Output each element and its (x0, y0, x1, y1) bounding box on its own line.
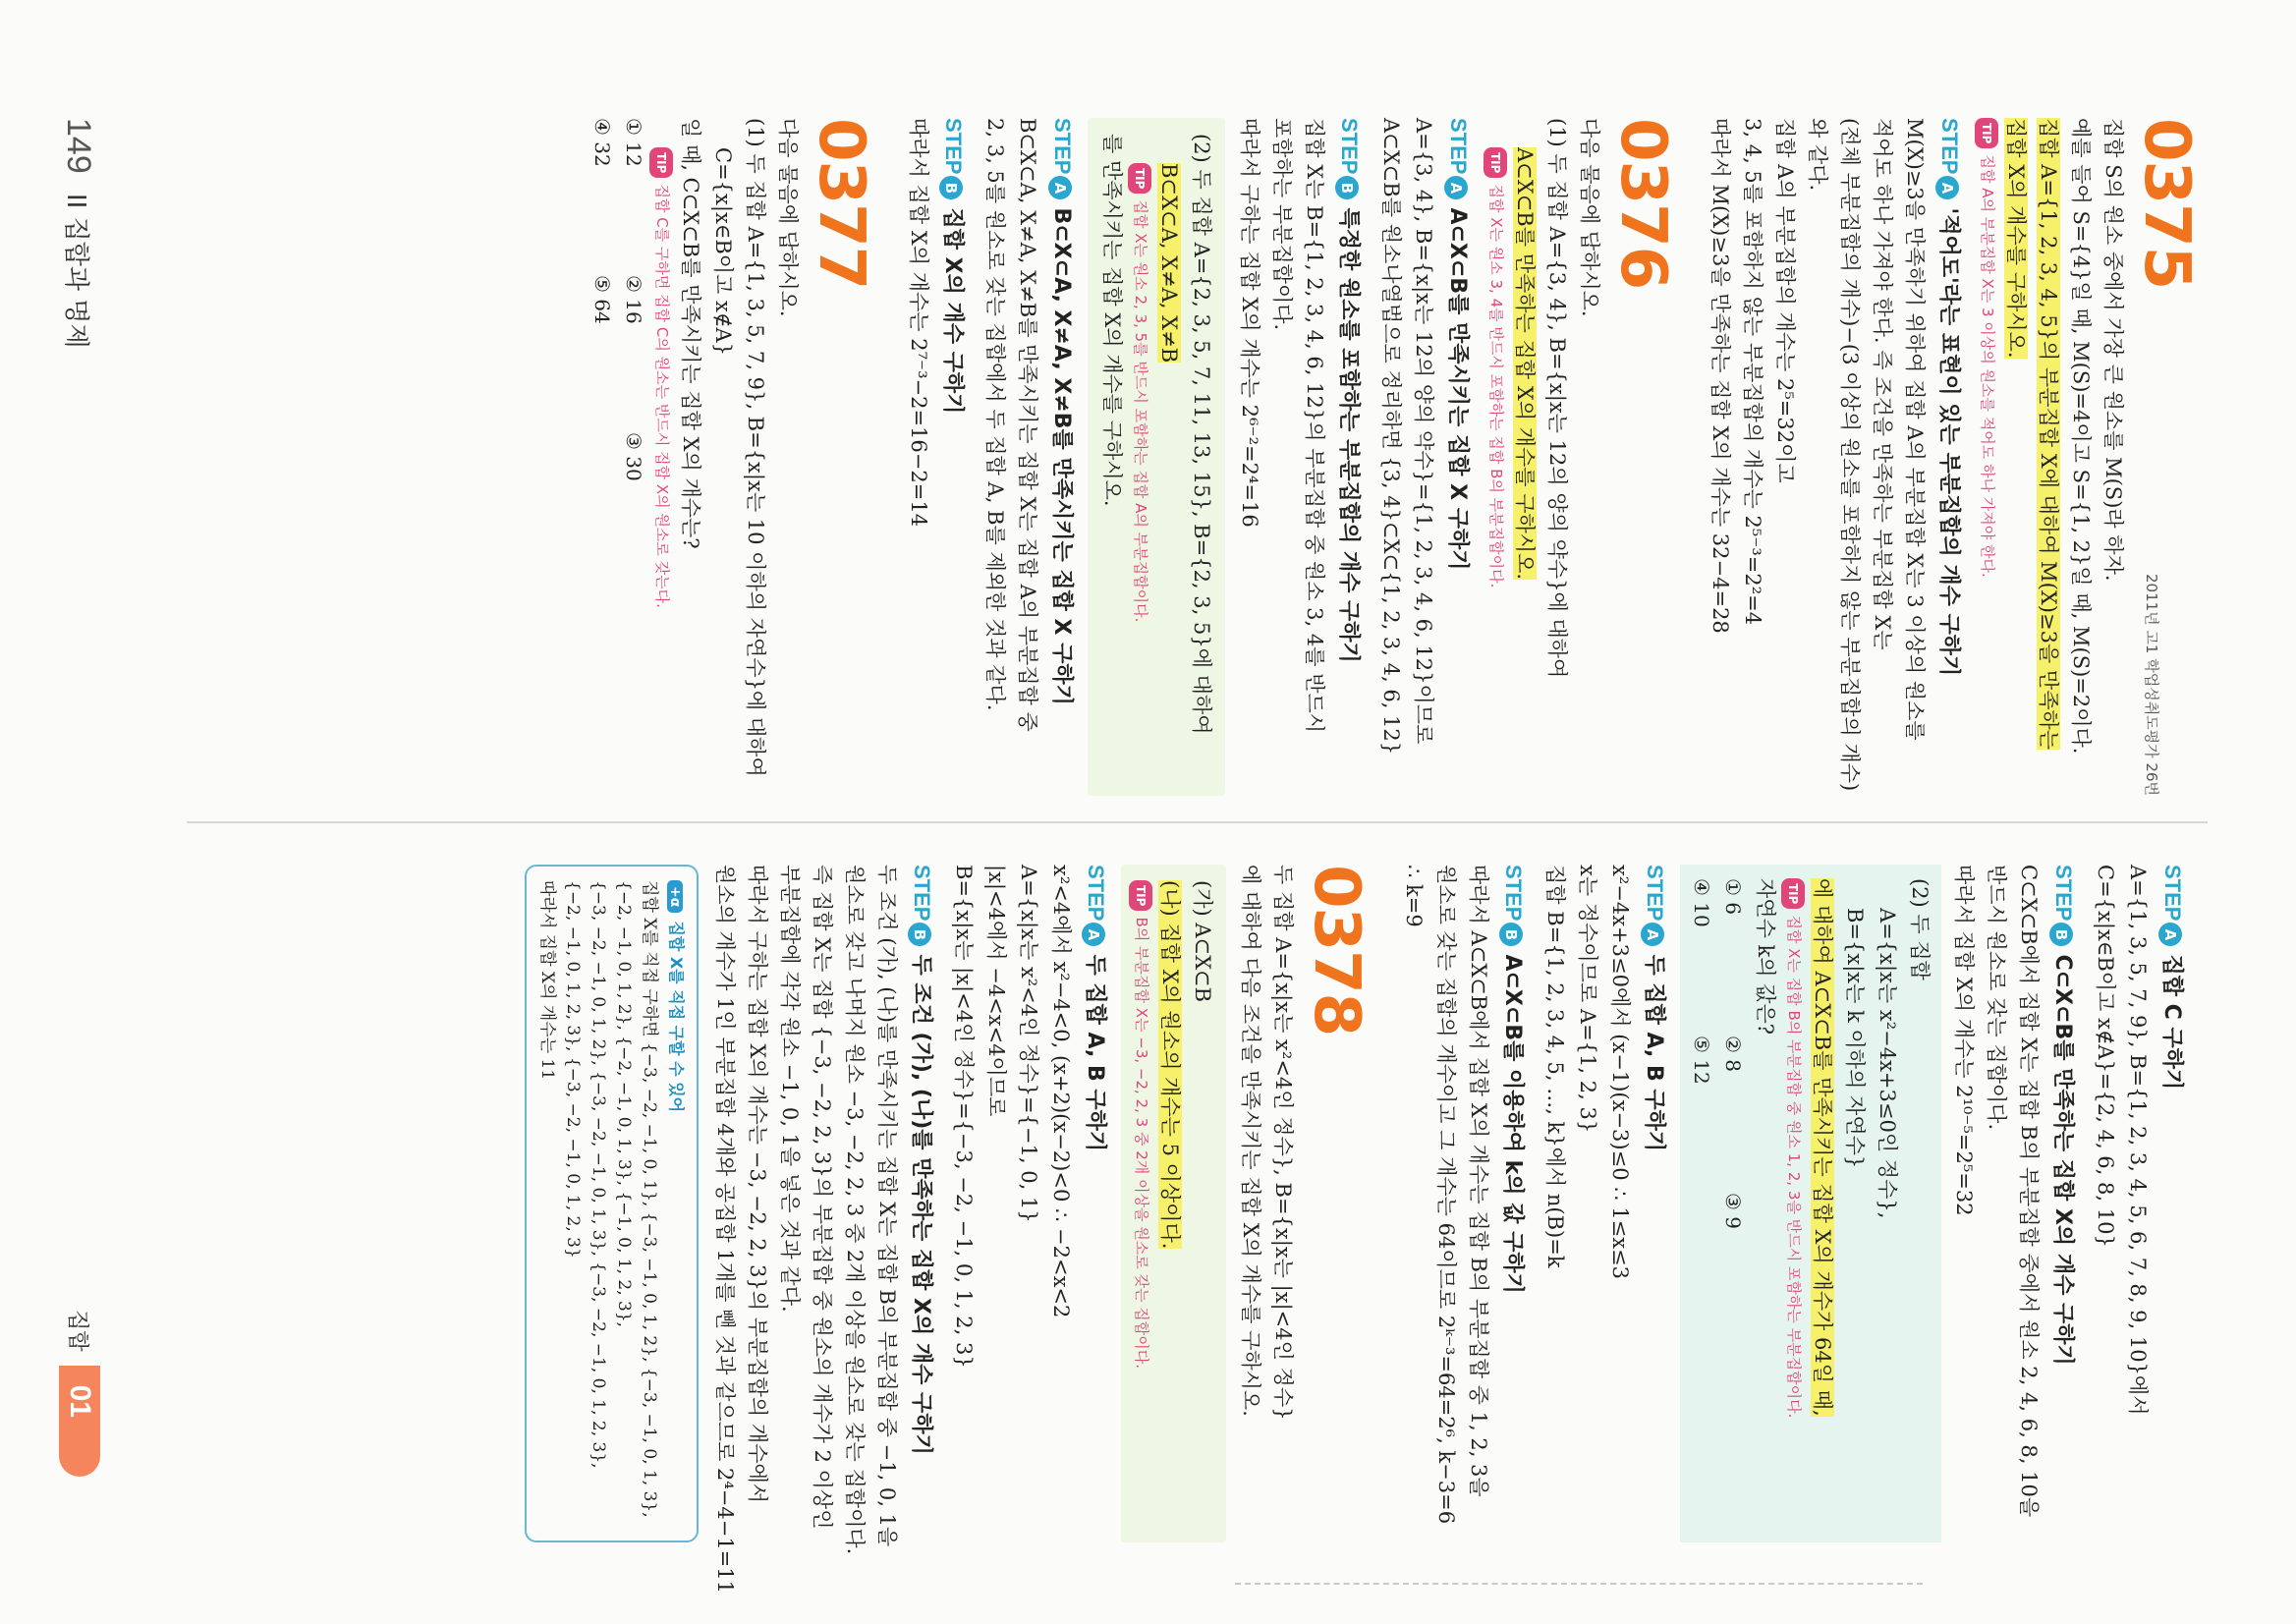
box-line: 따라서 집합 X의 개수는 11 (537, 880, 557, 1081)
question-line: C={x|x∈B이고 x∉A} (711, 147, 735, 356)
answer-choices (1717, 878, 1749, 1529)
step-b-heading: STEPB특정한 원소를 포함하는 부분집합의 개수 구하기 (1336, 118, 1362, 663)
tip-note: TIP집합 A의 부분집합 X는 3 이상의 원소를 적어도 하나 가져야 한다. (1975, 118, 1999, 796)
solution-line: 적어도 하나 가져야 한다. 즉 조건을 만족하는 부분집합 X는 (1871, 118, 1894, 650)
box-line: {−2, −1, 0, 1, 2}, {−2, −1, 0, 1, 3}, {−1, 0, 1, 2, 3}, (614, 880, 634, 1328)
solution-line: A={3, 4}, B={x|x는 12의 양의 약수}={1, 2, 3, 4, 6, 12}이므로 (1412, 118, 1435, 745)
question-line: (1) 두 집합 A={1, 3, 5, 7, 9}, B={x|x는 10 이하의 자연수}에 대하여 (744, 118, 767, 777)
solution-line: x는 정수이므로 A={1, 2, 3} (1576, 865, 1599, 1134)
box-line: {−2, −1, 0, 1, 2, 3}, {−3, −2, −1, 0, 1, 2, 3} (563, 880, 583, 1259)
question-line: 에 대하여 A⊂X⊂B를 만족시키는 집합 X의 개수가 64일 때, (1811, 878, 1834, 1417)
question-line: 자연수 k의 값은? (1754, 878, 1777, 1036)
problem-number: 0378 (1300, 865, 1372, 1036)
solution-line: 집합 B={1, 2, 3, 4, 5, …, k}에서 n(B)=k (1543, 865, 1567, 1268)
solution-line: C={x|x∈B이고 x∉A}={2, 4, 6, 8, 10} (2094, 865, 2117, 1248)
step-b-heading: STEPB두 조건 (가), (나)를 만족하는 집합 X의 개수 구하기 (909, 865, 934, 1455)
step-a-heading: STEPAB⊂X⊂A, X≠A, X≠B를 만족시키는 집합 X 구하기 (1049, 118, 1075, 705)
solution-line: A={1, 3, 5, 7, 9}, B={1, 2, 3, 4, 5, 6, 7, 8, 9, 10}에서 (2126, 865, 2150, 1416)
chapter-name: 집합 (65, 1310, 90, 1352)
solution-line: B⊂X⊂A, X≠A, X≠B를 만족시키는 집합 X는 집합 A의 부분집합 중 (1016, 118, 1039, 732)
problem-number: 0376 (1606, 118, 1679, 290)
question-line: 집합 A={1, 2, 3, 4, 5}의 부분집합 X에 대하여 M(X)≥3을 만족하는 (2037, 118, 2060, 751)
question-line: 일 때, C⊂X⊂B를 만족시키는 집합 X의 개수는? (679, 118, 702, 549)
choice-2[interactable]: ② 8 (1721, 1036, 1745, 1073)
tip-note: TIP집합 X는 집합 B의 부분집합 중 원소 1, 2, 3을 반드시 포함하는 부분집합이다. (1781, 878, 1806, 1529)
question-line: 집합 S의 원소 중에서 가장 큰 원소를 M(S)라 하자. (2101, 118, 2125, 582)
question-line: 예를 들어 S={4}일 때, M(S)=4이고 S={1, 2}일 때, M(S)=2이다. (2069, 118, 2093, 755)
choice-2[interactable]: ② 16 (622, 275, 645, 324)
choice-4[interactable]: ④ 10 (1690, 878, 1713, 927)
problem-0376 (902, 118, 1679, 796)
box-line: 집합 X를 직접 구하면 {−3, −2, −1, 0, 1}, {−3, −1, 0, 1, 2}, {−3, −1, 0, 1, 3}, (640, 880, 659, 1518)
right-column (177, 865, 2198, 1594)
answer-choices (618, 118, 649, 796)
tip-note: TIP집합 X는 원소 2, 3, 5를 반드시 포함하는 집합 A의 부분집합이다. (1128, 134, 1152, 780)
question-line: A⊂X⊂B를 만족하는 집합 X의 개수를 구하시오. (1513, 147, 1537, 581)
solution-line: x²<4에서 x²−4<0, (x+2)(x−2)<0 ∴ −2<x<2 (1049, 865, 1073, 1318)
solution-line: 와 같다. (1806, 118, 1829, 192)
question-line: 집합 X의 개수를 구하시오. (2004, 118, 2028, 359)
solution-line: 집합 X는 B={1, 2, 3, 4, 6, 12}의 부분집합 중 원소 3, 4를 반드시 (1303, 118, 1326, 734)
choice-3[interactable]: ③ 9 (1721, 1193, 1745, 1230)
step-a-heading: STEPA두 집합 A, B 구하기 (1083, 865, 1108, 1152)
condition-line: (나) 집합 X의 원소의 개수는 5 이상이다. (1158, 880, 1182, 1250)
solution-line: ∴ k=9 (1402, 865, 1426, 927)
problem-source: 2011년 고1 학업성취도평가 26번 (2143, 573, 2160, 796)
intro-line: 다음 물음에 답하시오. (1578, 118, 1601, 317)
chapter-number: 01 (59, 1366, 100, 1477)
answer-choices (587, 118, 618, 796)
solution-line: (전체 부분집합의 개수)−(3 이상의 원소를 포함하지 않는 부분집합의 개수) (1838, 118, 1862, 792)
question-line: (2) 두 집합 (1908, 878, 1932, 980)
conditions-box (1121, 865, 1226, 1542)
page-number: 149 (60, 118, 97, 174)
problem-0377 (587, 118, 877, 796)
solution-line: M(X)≥3을 만족하기 위하여 집합 A의 부분집합 X는 3 이상의 원소를 (1903, 118, 1927, 741)
problem-0378 (525, 865, 1372, 1594)
solution-line: |x|<4에서 −4<x<4이므로 (984, 865, 1008, 1117)
choice-5[interactable]: ⑤ 64 (590, 275, 614, 324)
question-line: 를 만족시키는 집합 X의 개수를 구하시오. (1100, 134, 1124, 507)
question-line: (2) 두 집합 A={2, 3, 5, 7, 11, 13, 15}, B={2, 3, 5}에 대하여 (1190, 134, 1213, 735)
plus-alpha-heading: +α집합 X를 직접 구할 수 있어 (666, 880, 689, 1527)
solution-line: 따라서 집합 X의 개수는 2¹⁰⁻⁵=2⁵=32 (1952, 865, 1976, 1216)
solution-line: 포함하는 부분집합이다. (1270, 118, 1294, 331)
edge-marks (1235, 1579, 1923, 1585)
column-divider (187, 821, 2208, 823)
choice-3[interactable]: ③ 30 (622, 432, 645, 481)
solution-line: 따라서 구하는 집합 X의 개수는 −3, −2, 2, 3}의 부분집합의 개수에서 (746, 865, 769, 1504)
step-a-heading: STEPAA⊂X⊂B를 만족시키는 집합 X 구하기 (1445, 118, 1471, 571)
solution-line: 따라서 M(X)≥3을 만족하는 집합 X의 개수는 32−4=28 (1708, 118, 1732, 634)
page-footer (59, 118, 97, 348)
plus-alpha-icon: +α (667, 880, 683, 913)
solution-line: 집합 A의 부분집합의 개수는 2⁵=32이고 (1773, 118, 1797, 483)
solution-line: A={x|x는 x²<4인 정수}={−1, 0, 1} (1017, 865, 1040, 1223)
choice-5[interactable]: ⑤ 12 (1690, 1036, 1713, 1085)
chapter-tab (59, 1310, 100, 1477)
problem-number: 0377 (805, 118, 877, 290)
step-a-heading: STEPA'적어도'라는 표현이 있는 부분집합의 개수 구하기 (1936, 118, 1962, 677)
solution-line: 원소의 개수가 1인 부분집합 4개와 공집합 1개를 뺀 것과 같으므로 2⁴−4−1=11 (713, 865, 737, 1594)
solution-line: 따라서 구하는 집합 X의 개수는 2⁶⁻²=2⁴=16 (1238, 118, 1261, 528)
tip-badge: TIP (1975, 118, 1998, 148)
choice-4[interactable]: ④ 32 (590, 118, 614, 167)
box-line: {−3, −2, −1, 0, 1, 2}, {−3, −2, −1, 0, 1, 3}, {−3, −2, −1, 0, 1, 2, 3}, (588, 880, 608, 1469)
solution-line: x²−4x+3≤0에서 (x−1)(x−3)≤0 ∴ 1≤x≤3 (1608, 865, 1632, 1280)
answer-choices (1686, 878, 1717, 1529)
solution-line: 두 조건 (가), (나)를 만족시키는 집합 X는 집합 B의 부분집합 중 −1, 0, 1을 (875, 865, 899, 1547)
question-line: 두 집합 A={x|x는 x²<4인 정수}, B={x|x는 |x|<4인 정수} (1271, 865, 1295, 1421)
tip-note: TIPB의 부분집합 X는 −3, −2, 2, 3 중 2개 이상을 원소로 갖는 집합이다. (1129, 880, 1153, 1527)
solution-line: 부분집합에 각각 원소 −1, 0, 1을 넣은 것과 같다. (778, 865, 802, 1313)
solution-line: C⊂X⊂B에서 집합 X는 집합 B의 부분집합 중에서 원소 2, 4, 6, 8, 10을 (2017, 865, 2041, 1518)
tip-note: TIP집합 X는 원소 3, 4를 반드시 포함하는 집합 B의 부분집합이다. (1484, 118, 1508, 796)
section-title: II 집합과 명제 (61, 194, 90, 349)
sub-question-box (1088, 118, 1225, 796)
solution-line: B={x|x는 |x|<4인 정수}={−3, −2, −1, 0, 1, 2, 3} (952, 865, 976, 1369)
tip-note: TIP집합 C를 구하면 집합 C의 원소는 반드시 집합 X의 원소로 갖는다. (649, 118, 674, 796)
step-b-heading: STEPB집합 X의 개수 구하기 (940, 118, 966, 415)
step-b-heading: STEPBC⊂X⊂B를 만족하는 집합 X의 개수 구하기 (2050, 865, 2076, 1366)
solution-line: 즉 집합 X는 집합 {−3, −2, 2, 3}의 부분집합 중 원소의 개수가 2 이상인 (811, 865, 834, 1530)
step-a-heading: STEPA두 집합 A, B 구하기 (1642, 865, 1667, 1152)
question-line: (1) 두 집합 A={3, 4}, B={x|x는 12의 양의 약수}에 대하여 (1545, 118, 1569, 679)
solution-line: 따라서 A⊂X⊂B에서 집합 X의 개수는 집합 B의 부분집합 중 1, 2, 3을 (1467, 865, 1490, 1497)
left-column (177, 118, 2203, 796)
question-line: B⊂X⊂A, X≠A, X≠B (1157, 163, 1181, 364)
step-b-heading: STEPBA⊂X⊂B를 이용하여 k의 값 구하기 (1500, 865, 1526, 1294)
condition-line: (가) A⊂X⊂B (1191, 880, 1214, 1003)
question-line: A={x|x는 x²−4x+3≤0인 정수}, (1876, 908, 1899, 1219)
plus-alpha-box (525, 865, 699, 1542)
solution-line: 원소로 갖고 나머지 원소 −3, −2, 2, 3 중 2개 이상을 원소로 갖는 집합이다. (843, 865, 867, 1555)
solution-0377 (1397, 865, 2190, 1542)
sub-question-box (1680, 865, 1941, 1542)
choice-1[interactable]: ① 12 (622, 118, 645, 167)
solution-line: 원소로 갖는 집합의 개수이고 그 개수는 64이므로 2ᵏ⁻³=64=2⁶, k−3=6 (1434, 865, 1458, 1525)
solution-line: 따라서 집합 X의 개수는 2⁷⁻³−2=16−2=14 (907, 118, 930, 528)
solution-line: 2, 3, 5를 원소로 갖는 집합에서 두 집합 A, B를 제외한 것과 같다. (983, 118, 1007, 711)
solution-line: A⊂X⊂B를 원소나열법으로 정리하면 {3, 4}⊂X⊂{1, 2, 3, 4, 6, 12} (1379, 118, 1403, 756)
solution-line: 3, 4, 5를 포함하지 않는 부분집합의 개수는 2⁵⁻³=2²=4 (1741, 118, 1764, 626)
step-a-heading: STEPA집합 C 구하기 (2159, 865, 2185, 1091)
intro-line: 다음 물음에 답하시오. (776, 118, 800, 317)
choice-1[interactable]: ① 6 (1721, 878, 1745, 916)
problem-number: 0375 (2130, 118, 2203, 290)
question-line: 에 대하여 다음 조건을 만족시키는 집합 X의 개수를 구하시오. (1239, 865, 1262, 1417)
question-line: B={x|x는 k 이하의 자연수} (1843, 908, 1867, 1169)
problem-0375 (1704, 118, 2203, 796)
solution-line: 반드시 원소로 갖는 집합이다. (1985, 865, 2008, 1131)
